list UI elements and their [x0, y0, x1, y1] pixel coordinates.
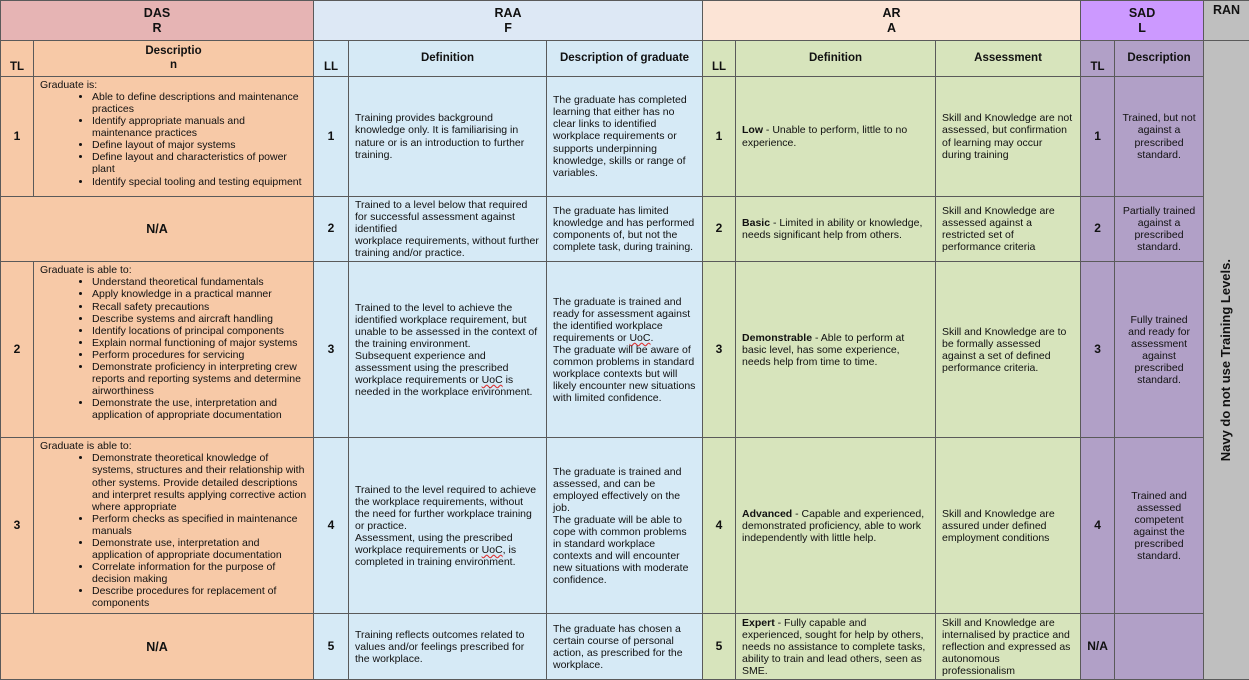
ara-ll: 1	[703, 77, 736, 197]
table-row	[1, 262, 1249, 438]
raaf-graduate: The graduate has limited knowledge and has performed components of, but not the complete task, during training.	[547, 197, 703, 262]
sadl-header: SAD L	[1081, 1, 1204, 41]
das-na: N/A	[1, 197, 314, 262]
sadl-tl-header: TL	[1081, 41, 1115, 77]
raaf-ll: 1	[314, 77, 349, 197]
sadl-description: Partially trained against a prescribed standard.	[1115, 197, 1204, 262]
das-tl: 2	[1, 262, 34, 438]
sadl-tl: 3	[1081, 262, 1115, 438]
list-item: • Define layout and characteristics of power plant	[92, 151, 307, 175]
table-row	[1, 197, 1249, 262]
ara-definition: Basic - Limited in ability or knowledge, needs significant help from others.	[736, 197, 936, 262]
list-item: • Describe systems and aircraft handling	[92, 313, 307, 325]
list-item: • Identify locations of principal components	[92, 325, 307, 337]
list-item: • Demonstrate proficiency in interpreting crew reports and reporting systems and determine airworthiness	[92, 361, 307, 397]
list-item: • Identify appropriate manuals and maintenance practices	[92, 115, 307, 139]
ara-definition: Advanced - Capable and experienced, demonstrated proficiency, able to work independently with little help.	[736, 438, 936, 614]
sadl-description: Fully trained and ready for assessment against prescribed standard.	[1115, 262, 1204, 438]
raaf-definition: Trained to a level below that required for successful assessment against identified workplace requirements, without further training and/or practice.	[349, 197, 547, 262]
sadl-description-header: Description	[1115, 41, 1204, 77]
list-item: • Explain normal functioning of major systems	[92, 337, 307, 349]
list-item: • Identify special tooling and testing equipment	[92, 176, 307, 188]
raaf-definition: Trained to the level to achieve the identified workplace requirement, but unable to be assessed in the context of the training environment. Subsequent experience and assessment using the prescribed workplace requirements or UoC is needed in the workplace environment.	[349, 262, 547, 438]
raaf-graduate: The graduate has chosen a certain course of personal action, as prescribed for the workplace.	[547, 614, 703, 680]
ara-ll: 2	[703, 197, 736, 262]
raaf-ll: 2	[314, 197, 349, 262]
ara-ll: 3	[703, 262, 736, 438]
sadl-description	[1115, 614, 1204, 680]
list-item: • Define layout of major systems	[92, 139, 307, 151]
table-row	[1, 77, 1249, 197]
list-item: • Demonstrate use, interpretation and application of appropriate documentation	[92, 537, 307, 561]
sadl-tl: 4	[1081, 438, 1115, 614]
raaf-ll: 5	[314, 614, 349, 680]
sadl-tl: 2	[1081, 197, 1115, 262]
raaf-definition: Training reflects outcomes related to values and/or feelings prescribed for the workplace.	[349, 614, 547, 680]
raaf-ll-header: LL	[314, 41, 349, 77]
list-item: • Apply knowledge in a practical manner	[92, 288, 307, 300]
sadl-description: Trained and assessed competent against the prescribed standard.	[1115, 438, 1204, 614]
list-item: • Perform checks as specified in maintenance manuals	[92, 513, 307, 537]
das-na: N/A	[1, 614, 314, 680]
list-item: • Able to define descriptions and maintenance practices	[92, 91, 307, 115]
ara-assessment-header: Assessment	[936, 41, 1081, 77]
table-row	[1, 614, 1249, 680]
ara-ll: 4	[703, 438, 736, 614]
sadl-tl: N/A	[1081, 614, 1115, 680]
ran-note: Navy do not use Training Levels.	[1219, 259, 1234, 461]
ara-assessment: Skill and Knowledge are assessed against a restricted set of performance criteria	[936, 197, 1081, 262]
ara-definition-header: Definition	[736, 41, 936, 77]
ran-note-cell	[1204, 41, 1249, 680]
raaf-graduate: The graduate has completed learning that either has no clear links to identified workplace requirements or supports underpinning knowledge, skills or range of variables.	[547, 77, 703, 197]
list-item: • Demonstrate theoretical knowledge of systems, structures and their relationship with other systems. Provide detailed descriptions and interpret results applying corrective action where appropriate	[92, 452, 307, 512]
raaf-definition-header: Definition	[349, 41, 547, 77]
raaf-header: RAA F	[314, 1, 703, 41]
das-description: Graduate is able to: • Demonstrate theoretical knowledge of systems, structures and their relationship with other systems. Provide detailed descriptions and interpret results applying corrective action where appropriate • Perform checks as specified in maintenance manuals • Demonstrate use, interpretation and application of appropriate documentation • Correlate information for the purpose of decision making • Describe procedures for replacement of components	[34, 438, 314, 614]
raaf-graduate-header: Description of graduate	[547, 41, 703, 77]
raaf-ll: 4	[314, 438, 349, 614]
ara-assessment: Skill and Knowledge are not assessed, but confirmation of learning may occur during training	[936, 77, 1081, 197]
raaf-ll: 3	[314, 262, 349, 438]
das-tl-header: TL	[1, 41, 34, 77]
table-row	[1, 438, 1249, 614]
ara-assessment: Skill and Knowledge are to be formally assessed against a set of defined performance criteria.	[936, 262, 1081, 438]
ara-definition: Expert - Fully capable and experienced, sought for help by others, needs no assistance to complete tasks, ability to train and lead others, seen as SME.	[736, 614, 936, 680]
ran-header: RAN	[1204, 1, 1249, 41]
list-item: • Describe procedures for replacement of components	[92, 585, 307, 609]
raaf-graduate: The graduate is trained and ready for assessment against the identified workplace requirements or UoC. The graduate will be aware of common problems in standard workplace contexts but will likely encounter new situations with limited confidence.	[547, 262, 703, 438]
list-item: • Recall safety precautions	[92, 301, 307, 313]
ara-assessment: Skill and Knowledge are internalised by practice and reflection and expressed as autonomous professionalism	[936, 614, 1081, 680]
ara-ll-header: LL	[703, 41, 736, 77]
ara-ll: 5	[703, 614, 736, 680]
das-description: Graduate is: • Able to define descriptions and maintenance practices • Identify appropriate manuals and maintenance practices • Define layout of major systems • Define layout and characteristics of power plant • Identify special tooling and testing equipment	[34, 77, 314, 197]
list-item: • Demonstrate the use, interpretation and application of appropriate documentation	[92, 397, 307, 421]
raaf-graduate: The graduate is trained and assessed, and can be employed effectively on the job. The graduate will be able to cope with common problems in standard workplace contexts and will encounter new situations with moderate confidence.	[547, 438, 703, 614]
das-tl: 1	[1, 77, 34, 197]
ara-header: AR A	[703, 1, 1081, 41]
list-item: • Correlate information for the purpose of decision making	[92, 561, 307, 585]
das-tl: 3	[1, 438, 34, 614]
ara-assessment: Skill and Knowledge are assured under defined employment conditions	[936, 438, 1081, 614]
das-description: Graduate is able to: • Understand theoretical fundamentals • Apply knowledge in a practical manner • Recall safety precautions • Describe systems and aircraft handling • Identify locations of principal components • Explain normal functioning of major systems • Perform procedures for servicing • Demonstrate proficiency in interpreting crew reports and reporting systems and determine airworthiness • Demonstrate the use, interpretation and application of appropriate documentation	[34, 262, 314, 438]
das-header: DAS R	[1, 1, 314, 41]
sadl-tl: 1	[1081, 77, 1115, 197]
das-description-header: Descriptio n	[34, 41, 314, 77]
list-item: • Understand theoretical fundamentals	[92, 276, 307, 288]
sadl-description: Trained, but not against a prescribed standard.	[1115, 77, 1204, 197]
raaf-definition: Trained to the level required to achieve the workplace requirements, without the need for further workplace training or practice. Assessment, using the prescribed workplace requirements or UoC, is completed in training environment.	[349, 438, 547, 614]
list-item: • Perform procedures for servicing	[92, 349, 307, 361]
ara-definition: Low - Unable to perform, little to no experience.	[736, 77, 936, 197]
raaf-definition: Training provides background knowledge only. It is familiarising in nature or is an introduction to further training.	[349, 77, 547, 197]
ara-definition: Demonstrable - Able to perform at basic level, has some experience, needs help from time to time.	[736, 262, 936, 438]
